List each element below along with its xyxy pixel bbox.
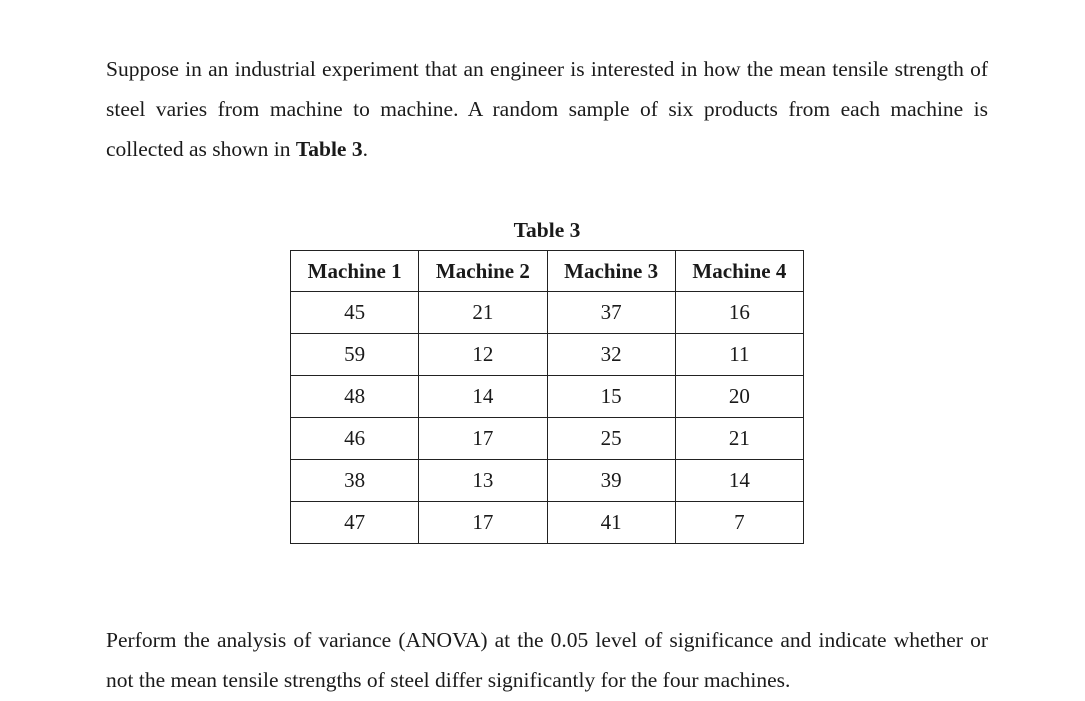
table-row: [291, 502, 804, 544]
intro-end: .: [362, 137, 368, 161]
table-cell: 17: [419, 502, 547, 544]
table-cell: 59: [291, 334, 419, 376]
table-cell: 11: [675, 334, 803, 376]
table-reference: Table 3: [295, 137, 363, 161]
intro-text: Suppose in an industrial experiment that an engineer is interested in how the mean tensile strength of steel varies from machine to machine. A random sample of six products from each machine is collected as shown in: [106, 57, 988, 161]
table-row: [291, 334, 804, 376]
table-cell: 16: [675, 292, 803, 334]
table-cell: 20: [675, 376, 803, 418]
table-cell: 47: [291, 502, 419, 544]
header-machine-4: Machine 4: [675, 251, 803, 292]
table-cell: 21: [675, 418, 803, 460]
table-cell: 13: [419, 460, 547, 502]
table-cell: 39: [547, 460, 675, 502]
header-machine-2: Machine 2: [419, 251, 547, 292]
question-paragraph: Perform the analysis of variance (ANOVA) at the 0.05 level of significance and indicate whether or not the mean tensile strengths of steel differ significantly for the four machines.: [106, 628, 988, 692]
table-row: [291, 460, 804, 502]
table-cell: 37: [547, 292, 675, 334]
table-cell: 14: [419, 376, 547, 418]
table-cell: 32: [547, 334, 675, 376]
table-cell: 12: [419, 334, 547, 376]
table-cell: 21: [419, 292, 547, 334]
table-row: [291, 292, 804, 334]
table-caption: Table 3: [513, 218, 581, 242]
tensile-strength-table: [290, 250, 804, 544]
table-row: [291, 376, 804, 418]
table-row: [291, 418, 804, 460]
table-cell: 38: [291, 460, 419, 502]
table-cell: 46: [291, 418, 419, 460]
table-cell: 45: [291, 292, 419, 334]
table-cell: 17: [419, 418, 547, 460]
table-header-row: [291, 251, 804, 292]
intro-paragraph: [106, 49, 988, 169]
table-cell: 41: [547, 502, 675, 544]
table-cell: 14: [675, 460, 803, 502]
table-cell: 48: [291, 376, 419, 418]
header-machine-3: Machine 3: [547, 251, 675, 292]
header-machine-1: Machine 1: [291, 251, 419, 292]
table-cell: 15: [547, 376, 675, 418]
table-cell: 7: [675, 502, 803, 544]
table-cell: 25: [547, 418, 675, 460]
